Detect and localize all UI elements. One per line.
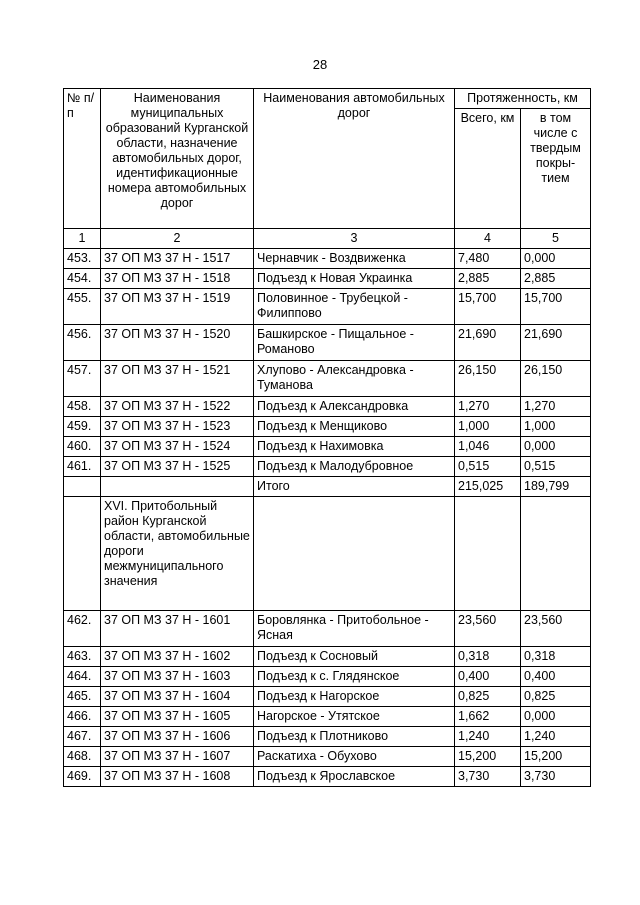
- length-total: 23,560: [455, 611, 521, 647]
- length-total: 21,690: [455, 325, 521, 361]
- table-row: [64, 457, 591, 477]
- road-id: 37 ОП МЗ 37 Н - 1607: [101, 747, 254, 767]
- length-paved: 0,000: [521, 707, 591, 727]
- table-row: [64, 727, 591, 747]
- length-paved: 1,240: [521, 727, 591, 747]
- road-name: Подъезд к с. Глядянское: [254, 667, 455, 687]
- road-id: 37 ОП МЗ 37 Н - 1608: [101, 767, 254, 787]
- row-number: 455.: [64, 289, 101, 325]
- row-number: 462.: [64, 611, 101, 647]
- length-paved: 0,318: [521, 647, 591, 667]
- column-numbers-row: [64, 229, 591, 249]
- table-row: [64, 437, 591, 457]
- row-number: 466.: [64, 707, 101, 727]
- length-total: 1,270: [455, 397, 521, 417]
- header-number: № п/п: [64, 89, 101, 229]
- road-id: 37 ОП МЗ 37 Н - 1520: [101, 325, 254, 361]
- road-name: Половинное - Трубецкой - Филиппово: [254, 289, 455, 325]
- empty-cell: [64, 497, 101, 611]
- length-total: 26,150: [455, 361, 521, 397]
- length-total: 15,200: [455, 747, 521, 767]
- length-paved: 15,700: [521, 289, 591, 325]
- road-id: 37 ОП МЗ 37 Н - 1523: [101, 417, 254, 437]
- length-total: 2,885: [455, 269, 521, 289]
- road-name: Хлупово - Александровка - Туманова: [254, 361, 455, 397]
- length-paved: 2,885: [521, 269, 591, 289]
- road-id: 37 ОП МЗ 37 Н - 1602: [101, 647, 254, 667]
- table-row: [64, 647, 591, 667]
- length-total: 1,662: [455, 707, 521, 727]
- road-name: Нагорское - Утятское: [254, 707, 455, 727]
- road-id: 37 ОП МЗ 37 Н - 1525: [101, 457, 254, 477]
- roads-table: [63, 88, 591, 787]
- length-total: 0,400: [455, 667, 521, 687]
- table-row: [64, 667, 591, 687]
- row-number: 458.: [64, 397, 101, 417]
- table-row: [64, 747, 591, 767]
- road-name: Подъезд к Сосновый: [254, 647, 455, 667]
- empty-cell: [64, 477, 101, 497]
- road-id: 37 ОП МЗ 37 Н - 1524: [101, 437, 254, 457]
- length-paved: 0,400: [521, 667, 591, 687]
- table-row: [64, 249, 591, 269]
- header-paved: в том числе с твердым покры-тием: [521, 109, 591, 229]
- length-paved: 0,515: [521, 457, 591, 477]
- road-name: Раскатиха - Обухово: [254, 747, 455, 767]
- row-number: 468.: [64, 747, 101, 767]
- road-name: Подъезд к Новая Украинка: [254, 269, 455, 289]
- road-id: 37 ОП МЗ 37 Н - 1606: [101, 727, 254, 747]
- row-number: 464.: [64, 667, 101, 687]
- road-name: Подъезд к Нагорское: [254, 687, 455, 707]
- row-number: 454.: [64, 269, 101, 289]
- length-paved: 0,000: [521, 249, 591, 269]
- road-name: Подъезд к Малодубровное: [254, 457, 455, 477]
- table-row: [64, 611, 591, 647]
- row-number: 461.: [64, 457, 101, 477]
- row-number: 463.: [64, 647, 101, 667]
- length-paved: 0,000: [521, 437, 591, 457]
- header-length: Протяженность, км: [455, 89, 591, 109]
- road-id: 37 ОП МЗ 37 Н - 1601: [101, 611, 254, 647]
- length-paved: 0,825: [521, 687, 591, 707]
- road-name: Подъезд к Нахимовка: [254, 437, 455, 457]
- table-row: [64, 397, 591, 417]
- row-number: 467.: [64, 727, 101, 747]
- length-total: 1,046: [455, 437, 521, 457]
- length-total: 0,825: [455, 687, 521, 707]
- header-municipality: Наименования муниципальных образований Курганской области, назначение автомобильных дорог, идентификационные номера автомобильных дорог: [101, 89, 254, 229]
- column-number: 2: [101, 229, 254, 249]
- table-row: [64, 767, 591, 787]
- column-number: 4: [455, 229, 521, 249]
- row-number: 453.: [64, 249, 101, 269]
- road-id: 37 ОП МЗ 37 Н - 1605: [101, 707, 254, 727]
- road-id: 37 ОП МЗ 37 Н - 1518: [101, 269, 254, 289]
- table-row: [64, 269, 591, 289]
- length-paved: 1,270: [521, 397, 591, 417]
- column-number: 5: [521, 229, 591, 249]
- row-number: 469.: [64, 767, 101, 787]
- row-number: 457.: [64, 361, 101, 397]
- row-number: 465.: [64, 687, 101, 707]
- empty-cell: [521, 497, 591, 611]
- road-name: Подъезд к Плотниково: [254, 727, 455, 747]
- road-id: 37 ОП МЗ 37 Н - 1521: [101, 361, 254, 397]
- section-row: [64, 497, 591, 611]
- road-id: 37 ОП МЗ 37 Н - 1603: [101, 667, 254, 687]
- length-total: 0,515: [455, 457, 521, 477]
- road-id: 37 ОП МЗ 37 Н - 1522: [101, 397, 254, 417]
- length-total: 7,480: [455, 249, 521, 269]
- table-row: [64, 687, 591, 707]
- total-label: Итого: [254, 477, 455, 497]
- page-number: 28: [312, 57, 328, 72]
- road-name: Боровлянка - Притобольное - Ясная: [254, 611, 455, 647]
- table-row: [64, 289, 591, 325]
- length-total: 15,700: [455, 289, 521, 325]
- row-number: 459.: [64, 417, 101, 437]
- row-number: 460.: [64, 437, 101, 457]
- road-id: 37 ОП МЗ 37 Н - 1517: [101, 249, 254, 269]
- total-row: [64, 477, 591, 497]
- section-title: XVI. Притобольный район Курганской области, автомобильные дороги межмуниципального значения: [101, 497, 254, 611]
- length-paved: 15,200: [521, 747, 591, 767]
- table-row: [64, 325, 591, 361]
- length-total: 1,240: [455, 727, 521, 747]
- road-id: 37 ОП МЗ 37 Н - 1519: [101, 289, 254, 325]
- table-row: [64, 417, 591, 437]
- length-total: 0,318: [455, 647, 521, 667]
- total-length: 215,025: [455, 477, 521, 497]
- empty-cell: [455, 497, 521, 611]
- length-paved: 3,730: [521, 767, 591, 787]
- length-paved: 1,000: [521, 417, 591, 437]
- length-total: 3,730: [455, 767, 521, 787]
- empty-cell: [101, 477, 254, 497]
- total-paved: 189,799: [521, 477, 591, 497]
- empty-cell: [254, 497, 455, 611]
- table-row: [64, 707, 591, 727]
- header-total: Всего, км: [455, 109, 521, 229]
- road-name: Подъезд к Александровка: [254, 397, 455, 417]
- header-road-name: Наименования автомобильных дорог: [254, 89, 455, 229]
- column-number: 1: [64, 229, 101, 249]
- road-id: 37 ОП МЗ 37 Н - 1604: [101, 687, 254, 707]
- length-paved: 23,560: [521, 611, 591, 647]
- row-number: 456.: [64, 325, 101, 361]
- length-total: 1,000: [455, 417, 521, 437]
- length-paved: 21,690: [521, 325, 591, 361]
- road-name: Чернавчик - Воздвиженка: [254, 249, 455, 269]
- table-row: [64, 361, 591, 397]
- road-name: Подъезд к Менщиково: [254, 417, 455, 437]
- road-name: Подъезд к Ярославское: [254, 767, 455, 787]
- length-paved: 26,150: [521, 361, 591, 397]
- column-number: 3: [254, 229, 455, 249]
- road-name: Башкирское - Пищальное - Романово: [254, 325, 455, 361]
